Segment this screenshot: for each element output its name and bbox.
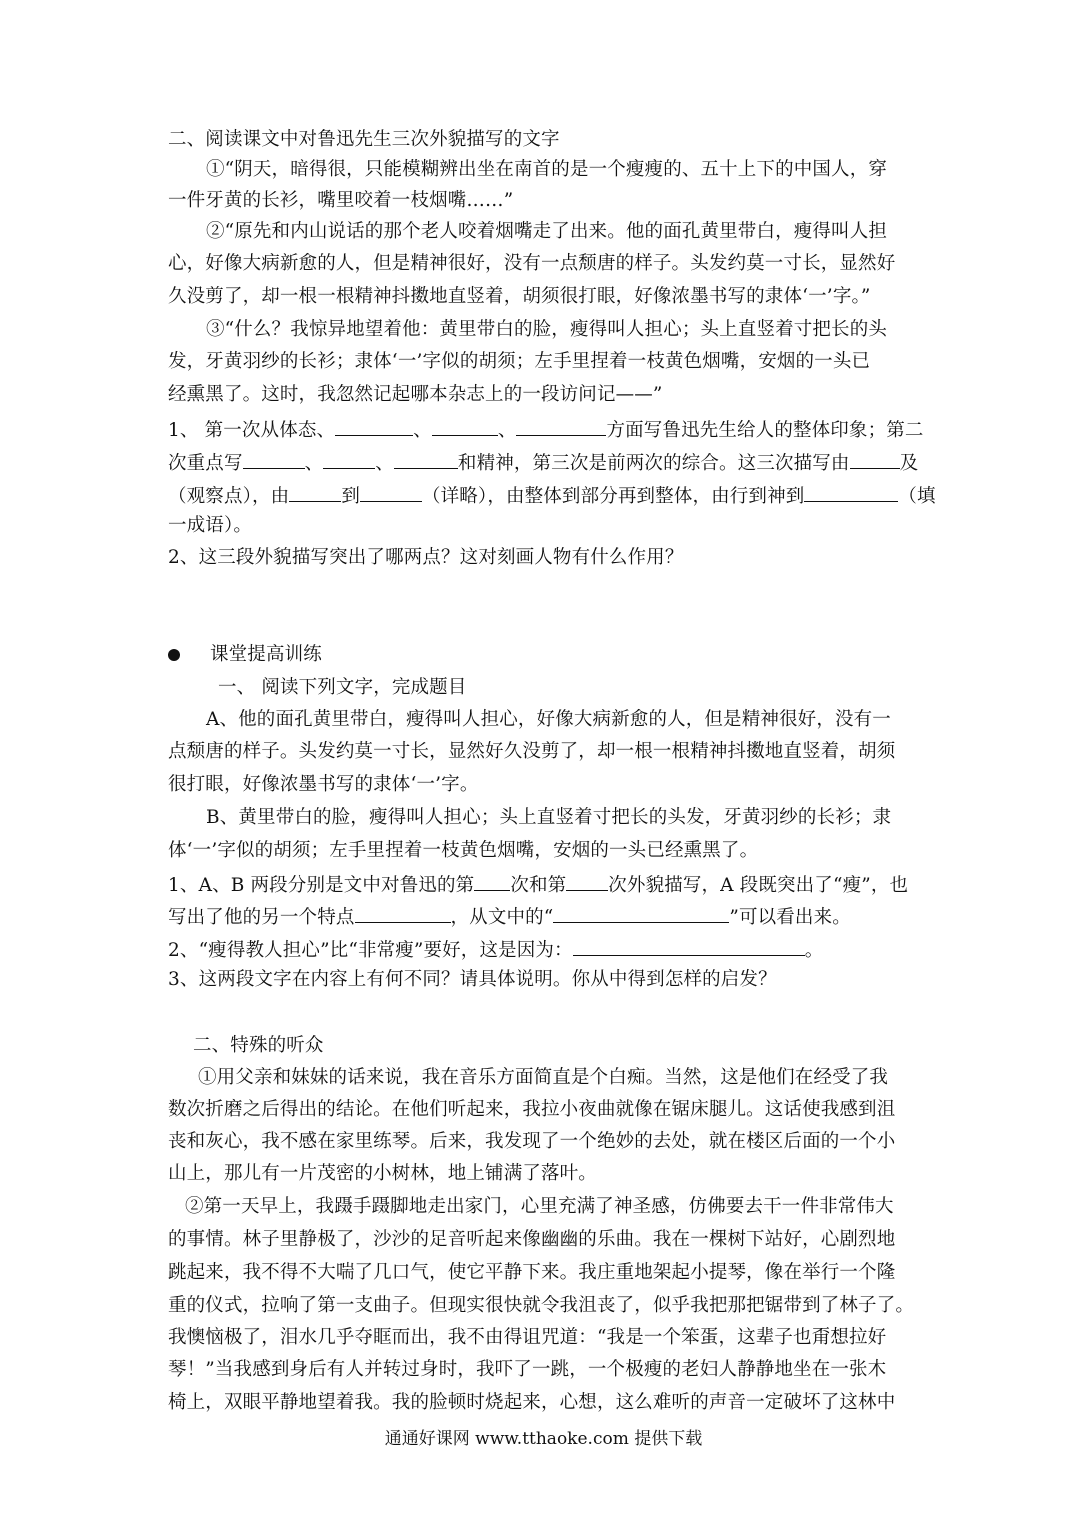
story-p1-line-2: 数次折磨之后得出的结论。在他们听起来，我拉小夜曲就像在锯床腿儿。这话使我感到沮 — [168, 1099, 896, 1120]
story-p2-line-1: ②第一天早上，我蹑手蹑脚地走出家门，心里充满了神圣感，仿佛要去干一件非常伟大 — [185, 1196, 894, 1217]
quote-1-line-2: 一件牙黄的长衫，嘴里咬着一枝烟嘴……” — [168, 190, 514, 211]
passage-a-line-3: 很打眼，好像浓墨书写的隶体‘一’字。 — [168, 774, 479, 795]
story-p2-line-3: 跳起来，我不得不大喘了几口气，使它平静下来。我庄重地架起小提琴，像在举行一个隆 — [168, 1262, 896, 1283]
exercise-1-question-1-line-1: 1、A、B 两段分别是文中对鲁迅的第 次和第 次外貌描写，A 段既突出了“瘦”，也 — [168, 871, 908, 898]
question-1-line-3: （观察点），由 到 （详略），由整体到部分再到整体，由行到神到 （填 — [168, 482, 936, 509]
blank-field[interactable] — [432, 416, 498, 436]
blank-field[interactable] — [335, 416, 413, 436]
question-1-line-2: 次重点写 、 、 和精神，第三次是前两次的综合。这三次描写由 及 — [168, 449, 918, 476]
exercise-1-question-2: 2、“瘦得教人担心”比“非常瘦”要好，这是因为： 。 — [168, 936, 823, 963]
quote-2-line-2: 心，好像大病新愈的人，但是精神很好，没有一点颓唐的样子。头发约莫一寸长，显然好 — [168, 253, 896, 274]
passage-a-line-1: A、他的面孔黄里带白，瘦得叫人担心，好像大病新愈的人，但是精神很好，没有一 — [206, 709, 891, 730]
passage-b-line-1: B、黄里带白的脸，瘦得叫人担心；头上直竖着寸把长的头发，牙黄羽纱的长衫；隶 — [206, 807, 892, 828]
story-p2-line-2: 的事情。林子里静极了，沙沙的足音听起来像幽幽的乐曲。我在一棵树下站好，心剧烈地 — [168, 1229, 896, 1250]
blank-field[interactable] — [394, 449, 458, 469]
page-footer: 通通好课网 www.tthaoke.com 提供下载 — [384, 1429, 703, 1449]
blank-field[interactable] — [323, 449, 375, 469]
story-p2-line-6: 琴！”当我感到身后有人并转过身时，我吓了一跳，一个极瘦的老妇人静静地坐在一张木 — [168, 1359, 887, 1380]
question-1-line-1: 1、 第一次从体态、 、 、 方面写鲁迅先生给人的整体印象；第二 — [168, 416, 924, 443]
quote-3-line-1: ③“什么？我惊异地望着他：黄里带白的脸，瘦得叫人担心；头上直竖着寸把长的头 — [206, 319, 888, 340]
story-p2-line-5: 我懊恼极了，泪水几乎夺眶而出，我不由得诅咒道：“我是一个笨蛋，这辈子也甭想拉好 — [168, 1327, 887, 1348]
exercise-2-title: 二、特殊的听众 — [193, 1035, 324, 1056]
blank-field[interactable] — [566, 871, 608, 891]
quote-3-line-3: 经熏黑了。这时，我忽然记起哪本杂志上的一段访问记——” — [168, 384, 663, 405]
exercise-1-title: 一、 阅读下列文字，完成题目 — [218, 677, 467, 698]
blank-field[interactable] — [516, 416, 606, 436]
blank-field[interactable] — [553, 903, 729, 923]
blank-field[interactable] — [355, 903, 451, 923]
quote-2-line-1: ②“原先和内山说话的那个老人咬着烟嘴走了出来。他的面孔黄里带白，瘦得叫人担 — [206, 221, 888, 242]
passage-a-line-2: 点颓唐的样子。头发约莫一寸长，显然好久没剪了，却一根一根精神抖擞地直竖着，胡须 — [168, 741, 896, 762]
exercise-1-question-3: 3、这两段文字在内容上有何不同？请具体说明。你从中得到怎样的启发？ — [168, 969, 777, 990]
story-p2-line-4: 重的仪式，拉响了第一支曲子。但现实很快就令我沮丧了，似乎我把那把锯带到了林子了。 — [168, 1295, 915, 1316]
blank-field[interactable] — [243, 449, 305, 469]
blank-field[interactable] — [289, 482, 341, 502]
story-p1-line-3: 丧和灰心，我不感在家里练琴。后来，我发现了一个绝妙的去处，就在楼区后面的一个小 — [168, 1131, 896, 1152]
quote-3-line-2: 发，牙黄羽纱的长衫；隶体‘一’字似的胡须；左手里捏着一枝黄色烟嘴，安烟的一头已 — [168, 351, 871, 372]
passage-b-line-2: 体‘一’字似的胡须；左手里捏着一枝黄色烟嘴，安烟的一头已经熏黑了。 — [168, 840, 759, 861]
blank-field[interactable] — [573, 936, 805, 956]
quote-2-line-3: 久没剪了，却一根一根精神抖擞地直竖着，胡须很打眼，好像浓墨书写的隶体‘一’字。” — [168, 286, 871, 307]
blank-field[interactable] — [360, 482, 422, 502]
training-heading: 课堂提高训练 — [210, 644, 322, 665]
bullet-icon — [168, 649, 180, 661]
story-p1-line-4: 山上，那儿有一片茂密的小树林，地上铺满了落叶。 — [168, 1163, 597, 1184]
quote-1-line-1: ①“阴天，暗得很，只能模糊辨出坐在南首的是一个瘦瘦的、五十上下的中国人，穿 — [206, 159, 888, 180]
story-p2-line-7: 椅上，双眼平静地望着我。我的脸顿时烧起来，心想，这么难听的声音一定破坏了这林中 — [168, 1392, 896, 1413]
question-2: 2、这三段外貌描写突出了哪两点？这对刻画人物有什么作用？ — [168, 547, 684, 568]
blank-field[interactable] — [850, 449, 900, 469]
question-1-line-4: 一成语）。 — [168, 515, 253, 536]
section-title-reading: 二、阅读课文中对鲁迅先生三次外貌描写的文字 — [168, 129, 560, 150]
blank-field[interactable] — [804, 482, 898, 502]
exercise-1-question-1-line-2: 写出了他的另一个特点 ，从文中的“ ”可以看出来。 — [168, 903, 851, 930]
blank-field[interactable] — [474, 871, 510, 891]
story-p1-line-1: ①用父亲和妹妹的话来说，我在音乐方面简直是个白痴。当然，这是他们在经受了我 — [198, 1067, 889, 1088]
